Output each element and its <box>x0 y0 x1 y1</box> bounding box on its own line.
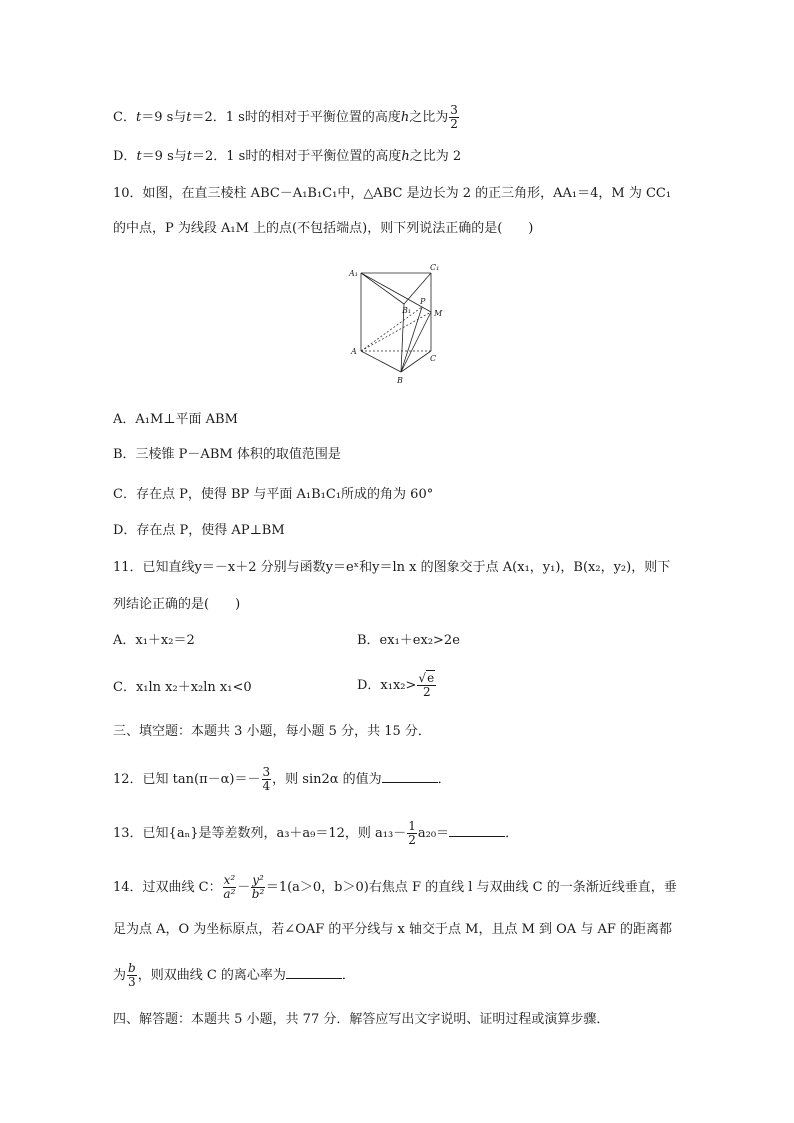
fraction: $\frac{3}{2}$ <box>450 103 458 131</box>
q11-stem-line2: 列结论正确的是( ) <box>113 597 241 612</box>
q11-option-c: C．x₁ln x₂＋x₂ln x₁<0 <box>113 680 252 695</box>
q14-line2: 足为点 A，O 为坐标原点，若∠OAF 的平分线与 x 轴交于点 M，且点 M 到 OA 与 AF 的距离都 <box>113 922 673 937</box>
q11-stem-line1: 11．已知直线y＝－x＋2 分别与函数y＝eˣ和y＝ln x 的图象交于点 A(x₁，y₁)，B(x₂，y₂)，则下 <box>113 560 671 575</box>
label-c: C <box>430 354 437 363</box>
label-p: P <box>420 297 426 306</box>
fraction: $\frac{\text{x²}}{\text{a²}}$ <box>223 873 236 901</box>
fraction: $\frac{b}{3}$ <box>128 961 136 989</box>
answer-blank <box>286 966 342 979</box>
q10-option-b: B．三棱锥 P－ABM 体积的取值范围是 <box>113 447 341 462</box>
q14-line3: 为 $\frac{b}{3}$ ，则双曲线 C 的离心率为 ． <box>113 961 355 989</box>
fraction: $\frac{3}{4}$ <box>262 765 271 793</box>
q11-option-d: D．x₁x₂> $\frac{√e}{2}$ <box>357 671 435 699</box>
q14-line1: 14．过双曲线 C： $\frac{\text{x²}}{\text{a²}}$ － $\frac{\text{y²}}{\text{b²}}$ ＝1(a＞0，b＞0)右焦点 F 的直线 l 与双曲线 C 的一条渐近线垂直，垂 <box>113 873 677 901</box>
label-c1: C₁ <box>430 263 440 272</box>
label-a: A <box>351 347 357 356</box>
q10-option-d: D．存在点 P，使得 AP⊥BM <box>113 523 285 538</box>
section-3-heading: 三、填空题：本题共 3 小题，每小题 5 分，共 15 分． <box>113 724 431 739</box>
q9-option-c: C．t＝9 s与t＝2．1 s时的相对于平衡位置的高度h之比为 $\frac{3}{2}$ <box>113 103 458 131</box>
q10-stem-line1: 10．如图，在直三棱柱 ABC－A₁B₁C₁中，△ABC 是边长为 2 的正三角形，AA₁＝4，M 为 CC₁ <box>113 186 672 201</box>
answer-blank <box>382 770 438 783</box>
q11-option-b: B．ex₁＋ex₂>2e <box>357 633 460 648</box>
q9-option-d: D．t＝9 s与t＝2．1 s时的相对于平衡位置的高度h之比为 2 <box>113 149 462 164</box>
label-b1: B₁ <box>402 306 412 315</box>
q12: 12．已知 tan(π－α)＝－ $\frac{3}{4}$ ，则 sin2α 的值为 ． <box>113 765 451 793</box>
fraction: $\frac{1}{2}$ <box>408 819 416 847</box>
q10-stem-line2: 的中点，P 为线段 A₁M 上的点(不包括端点)，则下列说法正确的是( ) <box>113 221 534 236</box>
q10-option-c: C．存在点 P，使得 BP 与平面 A₁B₁C₁所成的角为 60° <box>113 487 434 502</box>
answer-blank <box>449 824 505 837</box>
q11-option-a: A．x₁＋x₂＝2 <box>113 633 195 648</box>
fraction: $\frac{\text{y²}}{\text{b²}}$ <box>251 873 265 901</box>
fraction: $\frac{√e}{2}$ <box>418 671 435 699</box>
label-a1: A₁ <box>349 269 358 278</box>
q13: 13．已知{aₙ}是等差数列，a₃＋a₉＝12，则 a₁₃－ $\frac{1}{2}$ a₂₀＝ ． <box>113 819 519 847</box>
prism-figure <box>344 262 454 386</box>
label-m: M <box>434 309 443 318</box>
label-b: B <box>397 376 403 385</box>
q10-option-a: A．A₁M⊥平面 ABM <box>113 412 238 427</box>
section-4-heading: 四、解答题：本题共 5 小题，共 77 分．解答应写出文字说明、证明过程或演算步骤． <box>113 1012 610 1027</box>
